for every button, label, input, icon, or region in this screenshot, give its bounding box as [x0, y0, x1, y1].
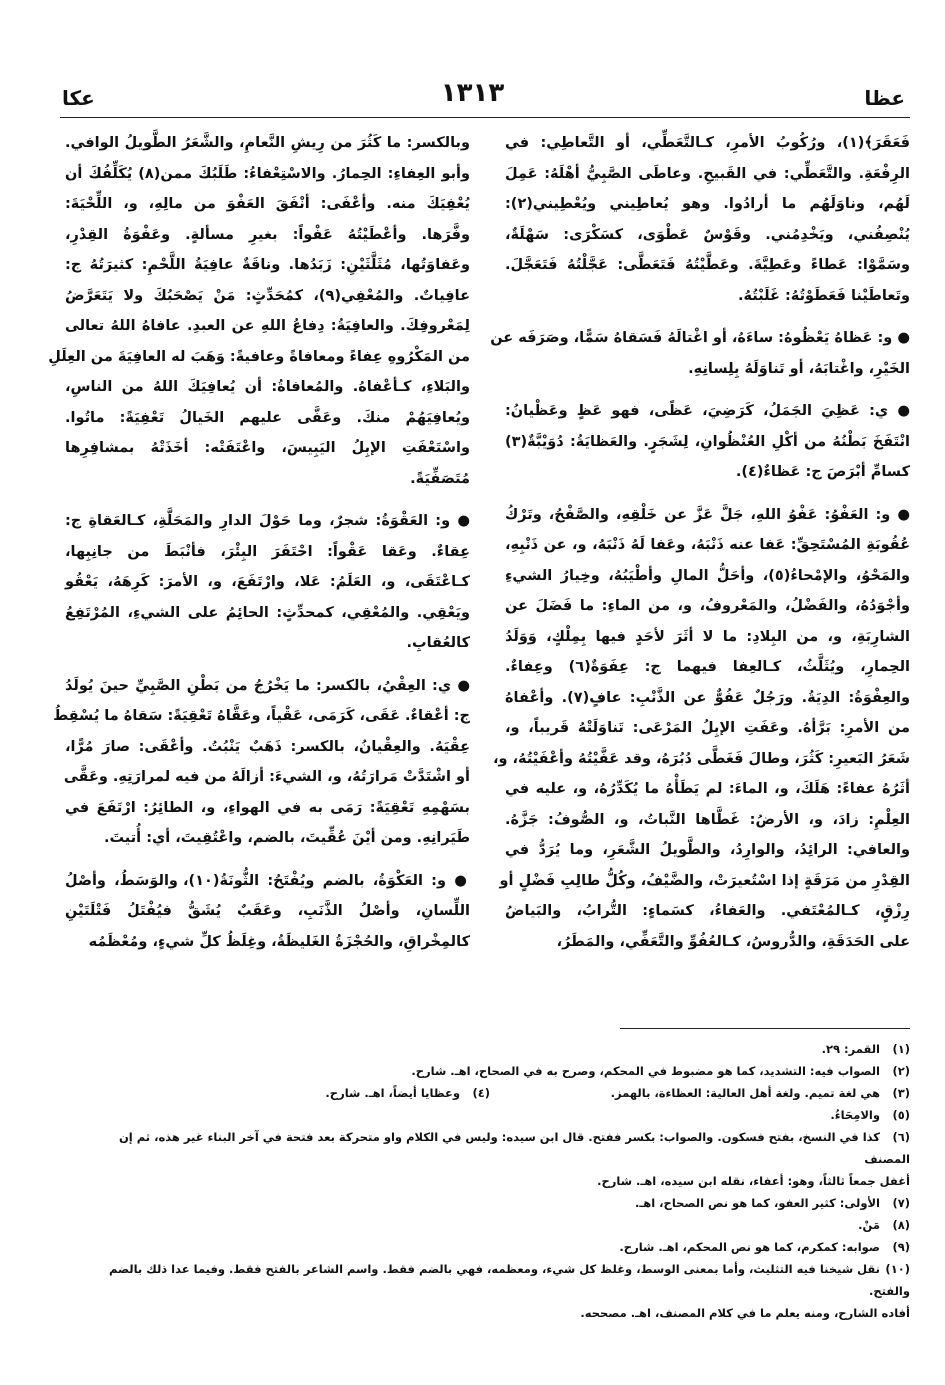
text-line: من الأمرِ: بَرَّأهُ. وعَفَتِ الإبِلُ المَرْعَى: تَناوَلَتْهُ قَريباً، و، [505, 720, 910, 736]
text-line: عُقُوبَةِ المُسْتَحِقِّ: عَفا عنه ذَنْبَهُ، وعَفا لَهُ ذَنْبَهُ، و، عن ذَنْبِهِ، [505, 537, 910, 553]
text-line: عِقْيَهُ. والعِقْيانُ، بالكسر: ذَهَبٌ يَنْبُتُ. وأعْقَى: صارَ مُرًّا، [65, 738, 470, 755]
text-line: ● ي: العِقْيُ، بالكسر: ما يَخْرُجُ من بَطْنِ الصَّبِيِّ حينَ يُولَدُ [65, 677, 470, 694]
footnote-number: (٨) [892, 1218, 910, 1232]
text-line: بسَهْمِهِ تَعْقِيَةً: رَمَى به في الهواءِ، و، الطائِرُ: ارْتَفَعَ في [65, 799, 470, 816]
text-line: اللِّسانِ، وأصْلُ الذَّنَبِ، وعَقَبٌ يُشَقُّ فيُفْتَلُ فَتْلَتَيْنِ [65, 903, 470, 919]
entry-paragraph [492, 500, 910, 958]
text-line: ● و: عَظاهُ يَعْظُوهُ: ساءَهُ، أو اغْتالَهُ فَسَقاهُ سَمًّا، وصَرَفَه عن [490, 330, 910, 346]
text-line: والبَلاءِ، كـأعْفاهُ. والمُعافاةُ: أن يُعافِيَكَ اللهُ من الناسِ، [65, 379, 470, 395]
text-line: وتَعاطَيْنا فَعَطَوْتُهُ: غَلَبْتُهُ. [737, 287, 910, 304]
text-line: والعِفْوَةُ: الدِيَةُ. ورَجُلٌ عَفُوٌّ عن الذَّنْبِ: عافٍ(٧). وأعْفاهُ [505, 689, 910, 706]
text-line: الحِمارِ، ويُثَلَّثُ، كـالعِفا فيهما ج: عِفَوَةٌ(٦) وعِفاءٌ. [505, 659, 910, 675]
footnote [70, 1104, 910, 1126]
text-line: كالعُقابِ. [406, 635, 470, 651]
text-line: ● ي: عَظِيَ الجَمَلُ، كَرَضِيَ، عَظًى، فهو عَظٍ وعَظْيانُ: [505, 403, 910, 419]
footnote-text: وعظايا أيضاً، اهـ. شارح. [325, 1086, 460, 1100]
text-line: على الحَدَقَةِ، والدُّروسُ، كـالعُفُوِّ والتَّعَفِّي، والمَطَرُ، [556, 933, 910, 950]
text-line: ● و: العَفْوُ: عَفْوُ اللهِ، جَلَّ عَزَّ عن خَلْقِهِ، والصَّفْحُ، وتَرْكُ [505, 506, 910, 523]
text-line: والمَحْوُ، والإمْحاءُ(٥)، وأحَلُّ المالِ وأطْيَبُهُ، وخِيارُ الشيءِ [505, 567, 910, 584]
text-line: طَيَرانِهِ. ومن أيْنَ عُقِّيتَ، بالضم، واعْتُقِيتَ، أي: أُتيتَ. [103, 830, 470, 846]
footnote [70, 1192, 910, 1214]
text-line: الرِفْعَةِ. والتَّعَطِّي: في القَبيحِ. وعاطَى الصَّبِيُّ أهْلَهُ: عَمِلَ [505, 165, 910, 182]
footnote-text: هي لغة تميم. ولغة أهل العالية: العظاءة، بالهمز. [610, 1086, 880, 1100]
text-line: من المَكْرُوهِ عِفاءً ومعافاةً وعافيةً: وَهَبَ له العافِيَةَ من العِلَلِ [48, 348, 470, 365]
entry-root-right: عظا [864, 86, 905, 110]
footnote [70, 1038, 910, 1060]
footnote-number: (٤) [472, 1086, 490, 1100]
text-line: ● و: العَقْوَةُ: شجرٌ، وما حَوْلَ الدارِ والمَحَلَّةِ، كـالعَقاةِ ج: [65, 513, 470, 529]
text-line: انْتَفَخَ بَطْنُهُ من أكْلِ العُنْظُوانِ، لِشَجَرٍ. والعَظايَةُ: دُوَيْبَّةٌ(٣) [505, 433, 910, 450]
footnote-number: (٩) [892, 1240, 910, 1254]
text-line: لَهُم، وناوَلَهُم ما أرادُوا. وهو يُعاطِيني ويُعْطِيني(٢): [505, 196, 910, 212]
footnote-number: (١٠) [885, 1262, 910, 1276]
text-line: وسَمَّوْا: عَطاءً وعَطِيَّةَ. وعَطَّيْتُهُ فَتَعَطَّى: عَجَّلْتُهُ فَتَعَجَّلَ. [505, 257, 910, 273]
text-line: فَعَقَرَ﴾(١)، ورُكُوبُ الأمرِ، كـالتَّعَطِّي، أو التَّعاطِي: في [505, 135, 910, 151]
text-line: عافِياتٌ. والمُعْفِي(٩)، كمُحَدِّثٍ: مَنْ يَصْحَبُكَ ولا يَتَعَرَّضُ [65, 287, 470, 304]
text-line: مُتَصَفِّيَةً. [410, 470, 470, 487]
text-line: رِزْقٍ، كـالمُعْتَفي. والعَفاءُ، كسَماءٍ: التُّرابُ، والبَياضُ [505, 903, 910, 919]
entry-paragraph [490, 323, 910, 384]
footnote-number: (٣) [892, 1086, 910, 1100]
text-line: يُنْصِفُني، ويَخْدِمُني. وقَوْسٌ عَطْوَى، كسَكْرَى: سَهْلَةٌ، [505, 226, 910, 243]
footnote-text: والامِحَاءُ. [830, 1108, 880, 1122]
footnote-text: القمر: ٢٩. [821, 1042, 880, 1056]
text-line: كالمِخْراقِ، والحُجْزَةُ الغَليظَةُ، وغِلَظُ كلِّ شيءٍ، ومُعْظَمُه [88, 933, 470, 950]
footnote-text: نقل شيخنا فيه التثليث، وأما بمعنى الوسط، وغلظ كل شيء، ومعظمه، فهي بالضم فقط. واسم الشاعر بالفتح فقط. وفيما عدا ذلك بالضم والفتح. [108, 1262, 910, 1298]
text-line: وأبو العِفاءِ: الحِمارُ. والاسْتِعْفاءُ: طَلَبُكَ ممن(٨) يُكَلِّفُكَ أن [65, 165, 470, 182]
text-line: ويُعافِيَهُمْ منكَ. وعَفَّى عليهم الخَيالُ تَعْفِيَةً: ماتُوا. [65, 409, 470, 426]
text-line: العِلْمِ: زادَ، و، الأرضُ: غَطَّاها النَّباتُ، و، الصُّوفُ: جَزَّهُ. [505, 811, 910, 828]
text-line: ● و: العَكْوَةُ، بالضم ويُفْتَحُ: الثُّونَةُ(١٠)، والوَسَطُ، وأصْلُ [65, 872, 470, 889]
text-line: لِمَعْروفِكَ. والعافِيَةُ: دِفاعُ اللهِ عن العبدِ. عافاهُ اللهُ تعالى [65, 318, 470, 334]
footnote-number: (١) [892, 1042, 910, 1056]
entry-paragraph [65, 866, 470, 958]
text-line: وفَّرَها. وأعْطَيْتُهُ عَفْواً: بغيرِ مسألةٍ. وعَفْوَةُ القِدْرِ، [65, 226, 470, 243]
entry-paragraph [53, 671, 470, 854]
entry-paragraph [505, 396, 910, 488]
page-number: ١٣١٣ [440, 78, 505, 108]
footnote-rule [620, 1028, 910, 1029]
footnote-text: صوابه: كمكرم، كما هو نص المحكم، اهـ. شارح. [619, 1240, 880, 1254]
entry-paragraph [48, 128, 470, 494]
text-line: يُعْفِيَكَ منه. وأعْفَى: أنْفَقَ العَفْوَ من مالِهِ، و، اللِّحْيَةَ: [65, 196, 470, 212]
footnote-continuation: أفاده الشارح، ومنه يعلم ما في كلام المصنف، اهـ. مصححه. [580, 1306, 910, 1320]
text-line: أو اشْتَدَّتْ مَرارَتُهُ، و، الشيءَ: أزالَهُ من فيه لمرارَتِهِ. وعَقَّى [63, 769, 470, 785]
footnote [70, 1060, 910, 1082]
left-column [48, 128, 470, 969]
text-line: كسامِّ أبْرَصَ ج: عَظاءٌ(٤). [735, 464, 910, 480]
text-line: ج: أعْقاءٌ. عَقَى، كَرَمَى، عَقْياً، وعَقَّاهُ تَعْقِيَةً: سَقاهُ ما يُسْقِطُ [53, 708, 470, 724]
footnote [70, 1126, 910, 1170]
text-line: القِدْرِ من مَرَقَةٍ إذا اسْتُعيرَتْ، والضَّيْفُ، وكُلُّ طالِبِ فَضْلٍ أو [499, 872, 910, 889]
text-line: الخَيْرِ، واغْتابَهُ، أو تَناوَلَهُ بِلِسانِهِ. [688, 360, 910, 377]
footnote-number: (٦) [892, 1130, 910, 1144]
footnote-continuation: أغفل جمعاً ثالثاً، وهو: أعفاء، نقله ابن سيده، اهـ. شارح. [597, 1174, 910, 1188]
footnote-text: الأولى: كثير العفو، كما هو نص الصحاح، اهـ. [634, 1196, 880, 1210]
entry-paragraph [65, 506, 470, 659]
text-line: واسْتَعْفَتِ الإبِلُ اليَبِيسَ، واعْتَفَتْه: أخَذَتْهُ بمشافِرِها [65, 440, 470, 456]
text-line: عِقاءٌ. وعَقا عَقْواً: احْتَفَرَ البِئْرَ، فأنْبَطَ من جانِبِها، [65, 543, 470, 560]
footnote-number: (٥) [892, 1108, 910, 1122]
text-line: والعافي: الرائِدُ، والوارِدُ، والطَّويلُ الشَّعَرِ، وما يُرَدُّ في [505, 842, 910, 858]
text-line: وأجْوَدُهُ، والفَضْلُ، والمَعْروفُ، و، من الماءِ: ما فَضَلَ عن [505, 598, 910, 614]
text-line: وبالكسر: ما كَثُرَ من رِيشِ النَّعامِ، والشَّعَرُ الطَّويلُ الوافي. [65, 135, 470, 151]
footnote [70, 1082, 910, 1104]
footnote-text: كذا في النسخ، بفتح فسكون. والصواب: بكسر ففتح. قال ابن سيده: وليس في الكلام واو متحركة بعد فتحة في آخر البناء غير هذه، ثم إن المصنف [118, 1130, 910, 1166]
header-rule [60, 117, 910, 118]
footnote [70, 1236, 910, 1258]
footnote-text: الصواب فيه: التشديد، كما هو مضبوط في المحكم، وصرح به في الصحاح، اهـ. شارح. [411, 1064, 880, 1078]
entry-paragraph [505, 128, 910, 311]
footnote-text: مَنْ. [858, 1218, 880, 1232]
text-line: ويَعْقِي. والمُعْقِي، كمحدِّثٍ: الحائِمُ على الشيءِ، المُرْتَفِعُ [65, 604, 470, 621]
text-line: شَعَرُ البَعيرِ: كَثُرَ، وطالَ فَغَطَّى دُبُرَهُ، وقد عَفَّيْتُهُ وأعْفَيْتُهُ، و، [492, 750, 910, 767]
text-line: الشارِبَةِ، و، من البِلادِ: ما لا أثَرَ لأحَدٍ فيها بِمِلْكٍ، وَوَلَدُ [505, 628, 910, 645]
footnotes [70, 1038, 910, 1324]
text-line: أثَرُهُ عفاءً: هَلَكَ، و، الماءَ: لم يَطَأْهُ ما يُكَدِّرُهُ، و، عليه في [505, 781, 910, 797]
footnote [70, 1258, 910, 1302]
right-column [490, 128, 910, 969]
text-line: كـاعْتَقَى، و، العَلَمُ: عَلا، وارْتَفَعَ، و، الأمرَ: كَرِهَهُ، يَعْقُو [65, 574, 470, 590]
text-line: وعَفاوَتُها، مُثَلَّثَيْنِ: زَبَدُها. وناقَةٌ عافِيَةُ اللَّحْمِ: كثيرَتُهُ ج: [65, 257, 470, 273]
footnote [70, 1214, 910, 1236]
entry-root-left: عكا [62, 86, 95, 110]
footnote-number: (٢) [892, 1064, 910, 1078]
footnote-number: (٧) [892, 1196, 910, 1210]
